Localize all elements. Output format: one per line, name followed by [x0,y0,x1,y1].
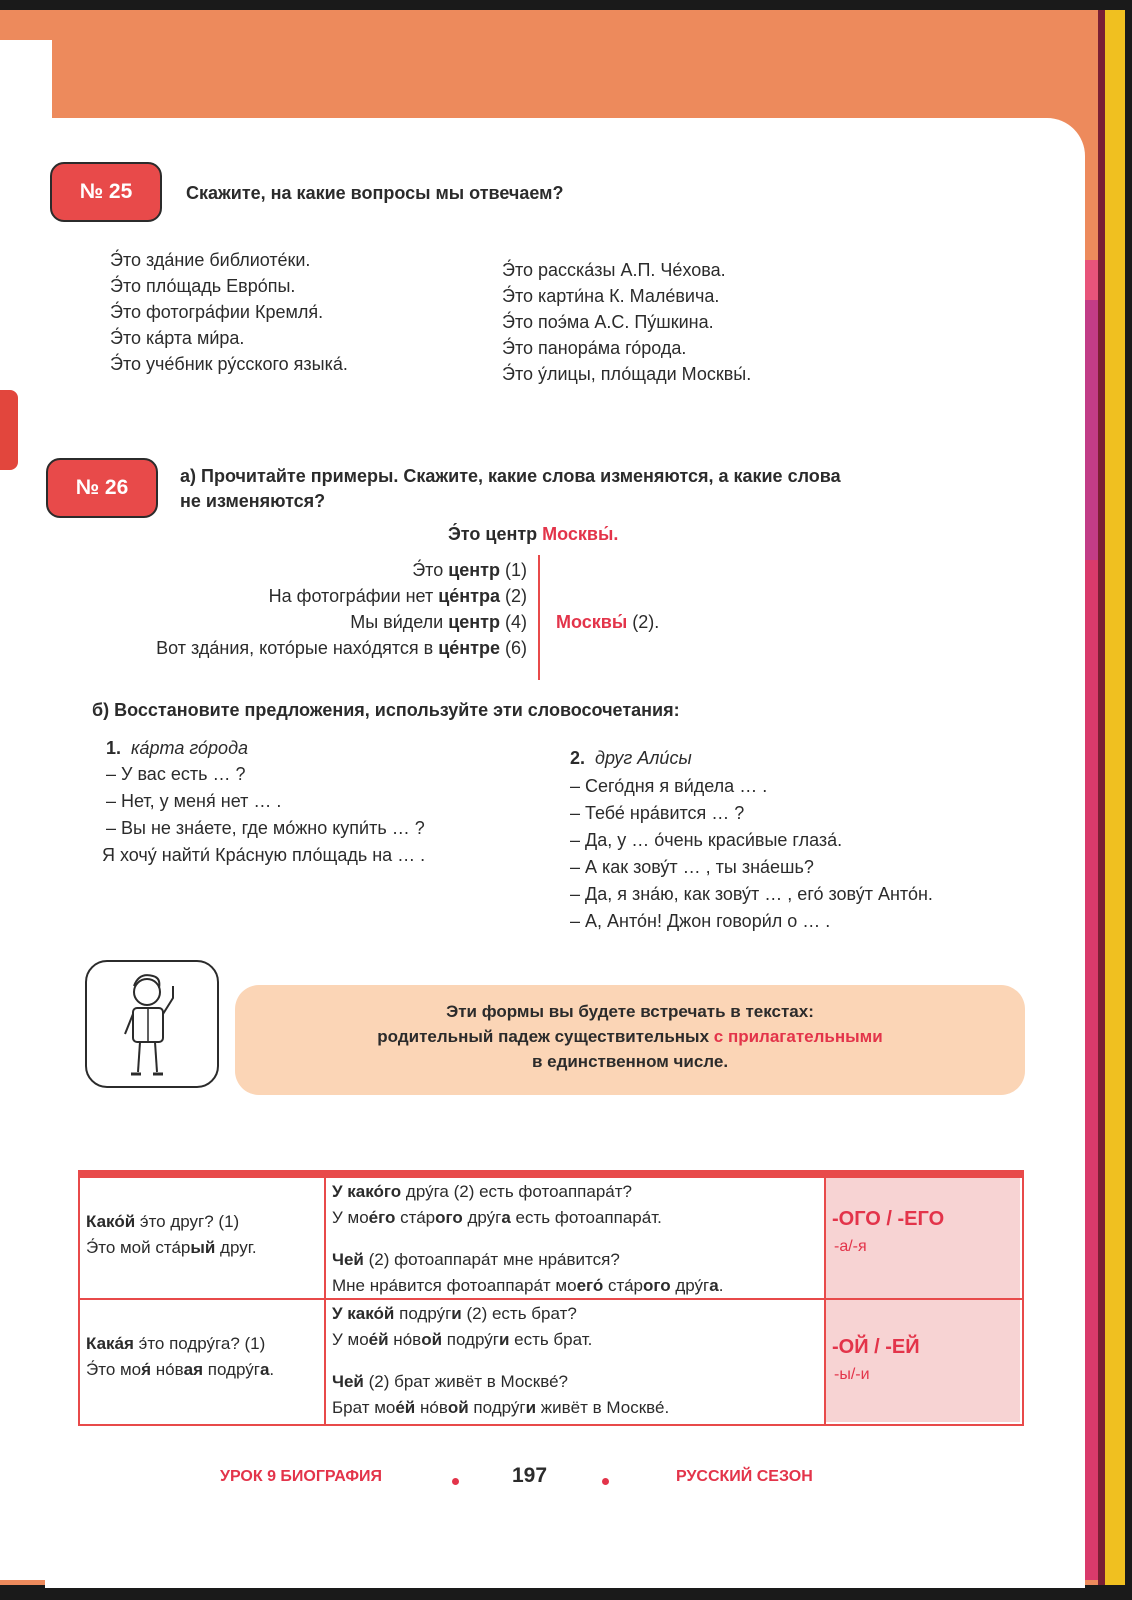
ex26-divider [538,555,540,680]
mascot-box [85,960,219,1088]
teacher-figure-icon [87,962,217,1086]
table-line: Мне нра́вится фотоаппара́т моего́ ста́рого дру́га. [332,1276,724,1295]
ending-masc-nom: -а/-я [834,1238,867,1255]
ex25-right-line: Э́то карти́на К. Мале́вича. [502,286,720,306]
footer-book-title: РУССКИЙ СЕЗОН [676,1468,813,1485]
ending-fem-nom: -ы/-и [834,1366,870,1383]
exercise-26-badge: № 26 [46,458,158,518]
dialog-1-heading: 1. ка́рта го́рода [106,738,249,758]
dialog-2-line: – А, Анто́н! Джон говори́л о … . [570,911,831,931]
dialog-1-line: – Нет, у меня́ нет … . [106,791,282,811]
ex25-left-line: Э́то фотогра́фии Кремля́. [110,302,324,322]
ex26-moscow: Москвы́ (2). [556,612,660,632]
ex26-example-row: Вот зда́ния, кото́рые нахо́дятся в це́нтре (6) [156,638,527,658]
exercise-25-title: Скажите, на какие вопросы мы отвечаем? [186,183,564,203]
hint-line-2: родительный падеж существительных с прилагательными [377,1027,883,1046]
footer-dot [452,1478,459,1485]
ex26-example-row: На фотогра́фии нет це́нтра (2) [268,586,527,606]
side-tab [0,390,18,470]
ex25-right-line: Э́то панора́ма го́рода. [502,338,687,358]
footer-lesson: УРОК 9 БИОГРАФИЯ [220,1468,383,1485]
table-top-bar [78,1170,1024,1178]
table-line: Чей (2) фотоаппара́т мне нра́вится? [332,1250,620,1269]
dialog-2-line: – Тебе́ нра́вится … ? [570,803,745,823]
ending-masc: -ОГО / -ЕГО [832,1208,945,1230]
ex26-header-red: Москвы́. [542,524,619,544]
table-line: Чей (2) брат живёт в Москве́? [332,1372,568,1391]
ex26-example-row: Мы ви́дели центр (4) [350,612,527,632]
dialog-2-line: – Сего́дня я ви́дела … . [570,776,768,796]
ex25-right-line: Э́то у́лицы, пло́щади Москвы́. [502,364,752,384]
table-col-divider [824,1170,826,1424]
table-line: У како́й подру́ги (2) есть брат? [332,1304,577,1323]
ex26-header [448,524,618,545]
table-answer: Э́то моя́ но́вая подру́га. [86,1360,275,1379]
ex25-right-line: Э́то расска́зы А.П. Че́хова. [502,260,726,280]
book-spine [1105,10,1125,1585]
ex25-left-line: Э́то уче́бник ру́сского языка́. [110,354,348,374]
ex25-left-line: Э́то пло́щадь Евро́пы. [110,276,296,296]
dialog-1-line: – Вы не зна́ете, где мо́жно купи́ть … ? [106,818,425,838]
table-line: У мое́й но́вой подру́ги есть брат. [332,1330,593,1349]
ex25-left-line: Э́то ка́рта ми́ра. [110,328,245,348]
table-row-divider [78,1298,1024,1300]
grammar-hint-box [235,985,1025,1095]
ex25-right-line: Э́то поэ́ма А.С. Пу́шкина. [502,312,714,332]
hint-line-1: Эти формы вы будете встречать в текстах: [446,1002,814,1021]
exercise-25-badge: № 25 [50,162,162,222]
table-question: Како́й э́то друг? (1) [86,1212,240,1231]
table-line: Брат мое́й но́вой подру́ги живёт в Москве́. [332,1398,670,1417]
table-line: У како́го дру́га (2) есть фотоаппара́т? [332,1182,632,1201]
table-answer: Э́то мой ста́рый друг. [86,1238,257,1257]
ex26-header-text: Э́то центр [448,524,538,544]
table-question: Кака́я э́то подру́га? (1) [86,1334,266,1353]
exercise-26-title-b: б) Восстановите предложения, используйте эти словосочетания: [92,700,680,720]
dialog-2-line: – Да, у … о́чень краси́вые глаза́. [570,830,843,850]
exercise-26-title-a: а) Прочитайте примеры. Скажите, какие слова изменяются, а какие слова [180,466,841,486]
ex25-left-line: Э́то зда́ние библиоте́ки. [110,250,311,270]
dialog-1-line: Я хочу́ найти́ Кра́сную пло́щадь на … . [102,845,426,865]
table-line: У мое́го ста́рого дру́га есть фотоаппара́т. [332,1208,662,1227]
ending-fem: -ОЙ / -ЕЙ [832,1336,920,1358]
dialog-2-line: – Да, я зна́ю, как зову́т … , его́ зову́т Анто́н. [570,884,933,904]
ex26-example-row: Э́то центр (1) [412,560,527,580]
exercise-26-title-a-cont: не изменяются? [180,491,326,511]
table-col-divider [324,1170,326,1424]
hint-line-3: в единственном числе. [531,1052,729,1071]
footer-dot [602,1478,609,1485]
dialog-1-line: – У вас есть … ? [106,764,246,784]
dialog-2-heading: 2. друг Али́сы [570,748,692,768]
dialog-2-line: – А как зову́т … , ты зна́ешь? [570,857,814,877]
page-number: 197 [512,1464,548,1487]
